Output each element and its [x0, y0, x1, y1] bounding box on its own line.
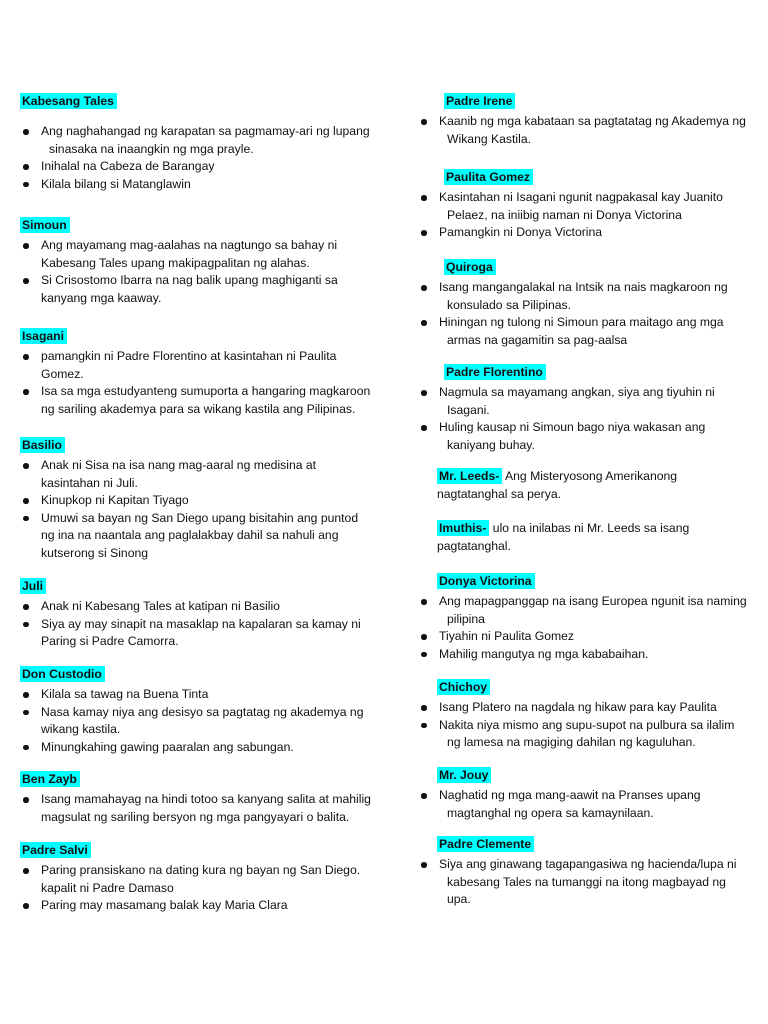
bullet-list: [20, 686, 375, 756]
list-item: Nasa kamay niya ang desisyo sa pagtatag ng akademya ng wikang kastila.: [20, 704, 375, 739]
character-padre-irene: [418, 93, 748, 148]
character-name: Juli: [20, 578, 46, 594]
bullet-list: [418, 279, 748, 349]
character-name: Padre Irene: [444, 93, 515, 109]
character-name: Padre Clemente: [437, 836, 534, 852]
list-item: Isang mamahayag na hindi totoo sa kanyang salita at mahilig magsulat ng sariling bersyon ng mga pangyayari o balita.: [20, 791, 375, 826]
character-name: Padre Florentino: [444, 364, 546, 380]
list-item: Ang mapagpanggap na isang Europea ngunit isa naming pilipina: [418, 593, 748, 628]
character-name: Don Custodio: [20, 666, 105, 682]
character-name: Donya Victorina: [437, 573, 535, 589]
character-padre-clemente: [418, 836, 748, 909]
character-name: Imuthis-: [437, 520, 489, 536]
character-quiroga: [418, 259, 748, 349]
list-item: Tiyahin ni Paulita Gomez: [418, 628, 748, 646]
list-item: Ang naghahangad ng karapatan sa pagmamay-ari ng lupang sinasaka na inaangkin ng mga prayle.: [20, 123, 375, 158]
list-item: Ang mayamang mag-aalahas na nagtungo sa bahay ni Kabesang Tales upang makipagpalitan ng alahas.: [20, 237, 375, 272]
list-item: Naghatid ng mga mang-aawit na Pranses upang magtanghal ng opera sa kamaynilaan.: [418, 787, 748, 822]
list-item: Nagmula sa mayamang angkan, siya ang tiyuhin ni Isagani.: [418, 384, 748, 419]
bullet-list: [20, 457, 375, 563]
character-name: Mr. Leeds-: [437, 468, 502, 484]
list-item: Pamangkin ni Donya Victorina: [418, 224, 748, 242]
list-item: Kaanib ng mga kabataan sa pagtatatag ng Akademya ng Wikang Kastila.: [418, 113, 748, 148]
bullet-list: [418, 189, 748, 242]
character-donya-victorina: [418, 573, 748, 663]
list-item: Minungkahing gawing paaralan ang sabungan.: [20, 739, 375, 757]
list-item: Hiningan ng tulong ni Simoun para maitago ang mga armas na gagamitin sa pag-aalsa: [418, 314, 748, 349]
list-item: Kasintahan ni Isagani ngunit nagpakasal kay Juanito Pelaez, na iniibig naman ni Donya Victorina: [418, 189, 748, 224]
bullet-list: [418, 699, 748, 752]
character-name: Mr. Jouy: [437, 767, 491, 783]
list-item: Anak ni Kabesang Tales at katipan ni Basilio: [20, 598, 375, 616]
list-item: Umuwi sa bayan ng San Diego upang bisitahin ang puntod ng ina na naantala ang paglalakbay dahil sa nahuli ang kutserong si Sinong: [20, 510, 375, 563]
list-item: Isa sa mga estudyanteng sumuporta a hangaring magkaroon ng sariling akademya para sa wikang kastila ang Pilipinas.: [20, 383, 375, 418]
bullet-list: [20, 237, 375, 307]
character-padre-florentino: [418, 364, 748, 454]
inline-entry: [437, 520, 738, 555]
character-name: Padre Salvi: [20, 842, 91, 858]
list-item: Kilala sa tawag na Buena Tinta: [20, 686, 375, 704]
bullet-list: [418, 856, 748, 909]
list-item: Isang mangangalakal na Intsik na nais magkaroon ng konsulado sa Pilipinas.: [418, 279, 748, 314]
character-name: Ben Zayb: [20, 771, 80, 787]
list-item: Nakita niya mismo ang supu-supot na pulbura sa ilalim ng lamesa na magiging dahilan ng kaguluhan.: [418, 717, 748, 752]
character-name: Isagani: [20, 328, 67, 344]
inline-entry: [437, 468, 738, 503]
character-description: ulo na inilabas ni Mr. Leeds sa isang pagtatanghal.: [437, 521, 690, 553]
character-isagani: [20, 328, 375, 418]
list-item: Paring may masamang balak kay Maria Clara: [20, 897, 375, 915]
character-juli: [20, 578, 375, 651]
character-name: Basilio: [20, 437, 65, 453]
bullet-list: [418, 593, 748, 663]
character-name: Kabesang Tales: [20, 93, 117, 109]
character-mr-leeds: [418, 468, 748, 503]
list-item: Mahilig mangutya ng mga kababaihan.: [418, 646, 748, 664]
list-item: Paring pransiskano na dating kura ng bayan ng San Diego. kapalit ni Padre Damaso: [20, 862, 375, 897]
list-item: Siya ay may sinapit na masaklap na kapalaran sa kamay ni Paring si Padre Camorra.: [20, 616, 375, 651]
character-description: Ang Misteryosong Amerikanong nagtatanghal sa perya.: [437, 469, 678, 501]
character-imuthis: [418, 520, 748, 555]
list-item: Anak ni Sisa na isa nang mag-aaral ng medisina at kasintahan ni Juli.: [20, 457, 375, 492]
character-mr-jouy: [418, 767, 748, 822]
list-item: Huling kausap ni Simoun bago niya wakasan ang kaniyang buhay.: [418, 419, 748, 454]
list-item: Siya ang ginawang tagapangasiwa ng hacienda/lupa ni kabesang Tales na tumanggi na itong magbayad ng upa.: [418, 856, 748, 909]
character-paulita-gomez: [418, 169, 748, 242]
character-don-custodio: [20, 666, 375, 756]
character-ben-zayb: [20, 771, 375, 826]
character-chichoy: [418, 679, 748, 752]
bullet-list: [20, 598, 375, 651]
bullet-list: [418, 113, 748, 148]
list-item: Kilala bilang si Matanglawin: [20, 176, 375, 194]
bullet-list: [20, 791, 375, 826]
list-item: Si Crisostomo Ibarra na nag balik upang maghiganti sa kanyang mga kaaway.: [20, 272, 375, 307]
list-item: Kinupkop ni Kapitan Tiyago: [20, 492, 375, 510]
character-padre-salvi: [20, 842, 375, 915]
list-item: Inihalal na Cabeza de Barangay: [20, 158, 375, 176]
bullet-list: [20, 123, 375, 193]
character-basilio: [20, 437, 375, 563]
character-name: Paulita Gomez: [444, 169, 533, 185]
character-kabesang-tales: [20, 93, 375, 193]
character-name: Quiroga: [444, 259, 496, 275]
bullet-list: [418, 787, 748, 822]
character-simoun: [20, 217, 375, 307]
bullet-list: [20, 862, 375, 915]
character-name: Chichoy: [437, 679, 490, 695]
bullet-list: [418, 384, 748, 454]
bullet-list: [20, 348, 375, 418]
list-item: Isang Platero na nagdala ng hikaw para kay Paulita: [418, 699, 748, 717]
character-name: Simoun: [20, 217, 70, 233]
list-item: pamangkin ni Padre Florentino at kasintahan ni Paulita Gomez.: [20, 348, 375, 383]
